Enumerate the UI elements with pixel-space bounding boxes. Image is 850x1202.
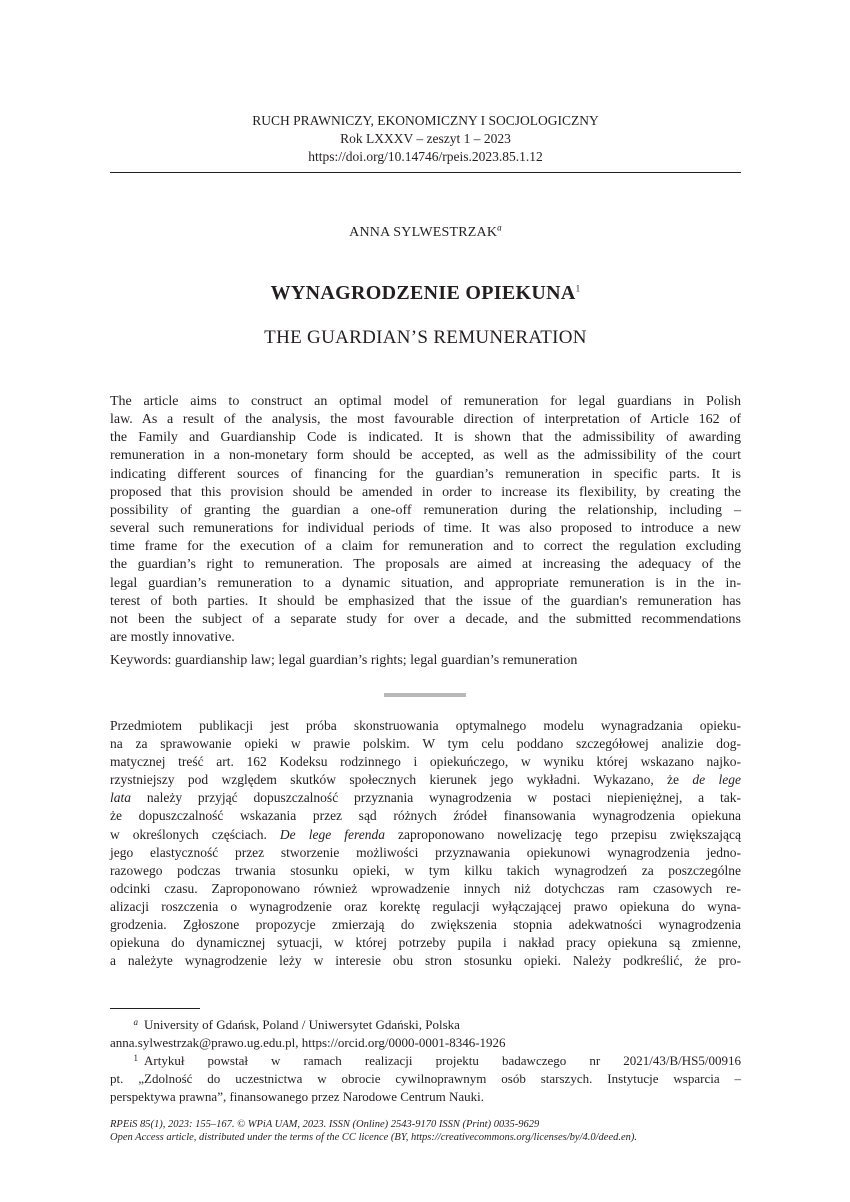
page-footer [110, 1118, 741, 1144]
journal-issue: Rok LXXXV – zeszyt 1 – 2023 [340, 131, 511, 146]
abstract-line: not been the subject of a separate study for over a decade, and the submitted recommendations [110, 611, 741, 627]
text-run: rzystniejszy pod względem skutków społecznych kierunek jego wykładni. Wykazano, że [110, 772, 693, 788]
text-run: odcinki czasu. Zaproponowano również wprowadzenie innych niż dotychczas ram czasowych re- [110, 880, 741, 896]
streszczenie-line [110, 880, 741, 898]
streszczenie-line [110, 826, 741, 844]
streszczenie-line [110, 753, 741, 771]
article-title [110, 282, 741, 305]
footnote-a [110, 1016, 741, 1034]
footnote-a-contact[interactable]: anna.sylwestrzak@prawo.ug.edu.pl, https://orcid.org/0000-0001-8346-1926 [110, 1035, 506, 1050]
footnote-1-mark: 1 [133, 1053, 138, 1063]
text-run: alizacji roszczenia o wynagrodzenie oraz korektę regulacji wyłączającej prawo opiekuna do wyna- [110, 898, 741, 914]
streszczenie-line [110, 789, 741, 807]
footnote-1-line2: pt. „Zdolność do uczestnictwa w obrocie cywilnoprawnym osób starszych. Instytucje wsparcia – [110, 1071, 741, 1086]
footnote-1-line1: Artykuł powstał w ramach realizacji projektu badawczego nr 2021/43/B/HS5/00916 [144, 1053, 741, 1068]
abstract-line: remuneration in a non-monetary form should be accepted, as well as the admissibility of the court [110, 448, 741, 464]
text-run: razowego podczas trwania stosunku opieki, w tym kilku takich wynagrodzeń za poszczególne [110, 862, 741, 878]
streszczenie-line [110, 771, 741, 789]
latin-term: lata [110, 790, 132, 806]
footnote-a-mark: a [133, 1017, 138, 1027]
footnotes [110, 1016, 741, 1106]
abstract-line: The article aims to construct an optimal model of remuneration for legal guardians in Polish [110, 394, 741, 409]
footnote-rule [110, 1008, 200, 1009]
text-run: jego elastyczność przez stworzenie możliwości przyznawania opiekunowi wynagrodzenia jedno- [110, 844, 741, 860]
abstract-line: indicating different sources of financing for the guardian’s remuneration in specific parts. It is [110, 466, 741, 482]
keywords: Keywords: guardianship law; legal guardian’s rights; legal guardian’s remuneration [110, 653, 578, 668]
article-title-english: THE GUARDIAN’S REMUNERATION [264, 327, 587, 348]
abstract-line: time frame for the execution of a claim for remuneration and to correct the regulation excluding [110, 539, 741, 555]
text-run: w określonych częściach. [110, 826, 280, 842]
text-run: Przedmiotem publikacji jest próba skonstruowania optymalnego modelu wynagradzania opieku- [110, 718, 741, 733]
footnote-1 [110, 1052, 741, 1070]
article-title-text: WYNAGRODZENIE OPIEKUNA [270, 282, 576, 304]
footer-citation: RPEiS 85(1), 2023: 155–167. © WPiA UAM, 2023. ISSN (Online) 2543-9170 ISSN (Print) 0035-9629 [110, 1119, 540, 1130]
text-run: zaproponowano nowelizację tego przepisu zwiększającą [384, 826, 741, 842]
section-separator [384, 693, 466, 697]
streszczenie [110, 717, 741, 970]
streszczenie-line [110, 916, 741, 934]
author-name: ANNA SYLWESTRZAK [349, 225, 498, 240]
abstract-line: the guardian’s right to remuneration. The proposals are aimed at increasing the adequacy of the [110, 557, 741, 573]
text-run: należy przyjąć dopuszczalność przyznania wynagrodzenia w postaci niepieniężnej, a tak- [131, 790, 741, 806]
footnote-a-affiliation: University of Gdańsk, Poland / Uniwersytet Gdański, Polska [144, 1017, 460, 1032]
title-footnote-mark[interactable]: 1 [575, 283, 581, 294]
abstract [110, 393, 741, 647]
journal-name: RUCH PRAWNICZY, EKONOMICZNY I SOCJOLOGICZNY [252, 113, 599, 128]
latin-term: De lege ferenda [279, 826, 385, 842]
text-run: matycznej treść art. 162 Kodeksu rodzinnego i opiekuńczego, w wyniku której wskazano najko- [110, 754, 741, 770]
text-run: na za sprawowanie opieki w prawie polskim. W tym celu poddano szczegółowej analizie dog- [110, 736, 741, 752]
text-run: że dopuszczalność wskazania przez sąd różnych źródeł finansowania wynagrodzenia opiekuna [110, 808, 741, 824]
text-run: grodzenia. Zgłoszone propozycje zmierzają do zwiększenia stopnia adekwatności wynagrodzenia [110, 917, 741, 933]
streszczenie-line [110, 862, 741, 880]
streszczenie-line [110, 717, 741, 735]
abstract-line: law. As a result of the analysis, the most favourable direction of interpretation of Article 162 of [110, 412, 741, 428]
author-line [110, 222, 741, 241]
doi-link[interactable]: https://doi.org/10.14746/rpeis.2023.85.1.12 [308, 149, 543, 164]
footer-license: Open Access article, distributed under the terms of the CC licence (BY, https://creativecommons.org/licenses/by/4.0/deed.en). [110, 1132, 638, 1143]
footnote-1-line3: perspektywa prawna”, finansowanego przez Narodowe Centrum Nauki. [110, 1089, 484, 1104]
abstract-line: possibility of granting the guardian a one-off remuneration during the relationship, including – [110, 502, 741, 518]
abstract-line: legal guardian’s remuneration to a dynamic situation, and appropriate remuneration is in the in- [110, 575, 741, 591]
streszczenie-line [110, 844, 741, 862]
text-run: opiekuna do dynamicznej sytuacji, w której potrzeby pupila i nakład pracy opiekuna są zmienne, [110, 935, 741, 951]
latin-term: de lege [692, 772, 741, 788]
header-rule [110, 172, 741, 173]
abstract-line: terest of both parties. It should be emphasized that the issue of the guardian's remuneration has [110, 593, 741, 609]
author-affiliation-mark[interactable]: a [497, 222, 502, 233]
streszczenie-line [110, 898, 741, 916]
abstract-line: proposed that this provision should be amended in order to increase its flexibility, by creating the [110, 484, 741, 500]
streszczenie-line [110, 735, 741, 753]
abstract-line: several such remunerations for individual periods of time. It was also proposed to introduce a new [110, 521, 741, 537]
streszczenie-line [110, 934, 741, 952]
text-run: a należyte wynagrodzenie leży w interesie obu stron stosunku opieki. Należy podkreślić, że pro- [110, 953, 741, 969]
journal-header [110, 112, 741, 166]
abstract-line: the Family and Guardianship Code is indicated. It is shown that the admissibility of awarding [110, 430, 741, 446]
streszczenie-line [110, 807, 741, 825]
streszczenie-line [110, 952, 741, 970]
abstract-line: are mostly innovative. [110, 630, 235, 646]
